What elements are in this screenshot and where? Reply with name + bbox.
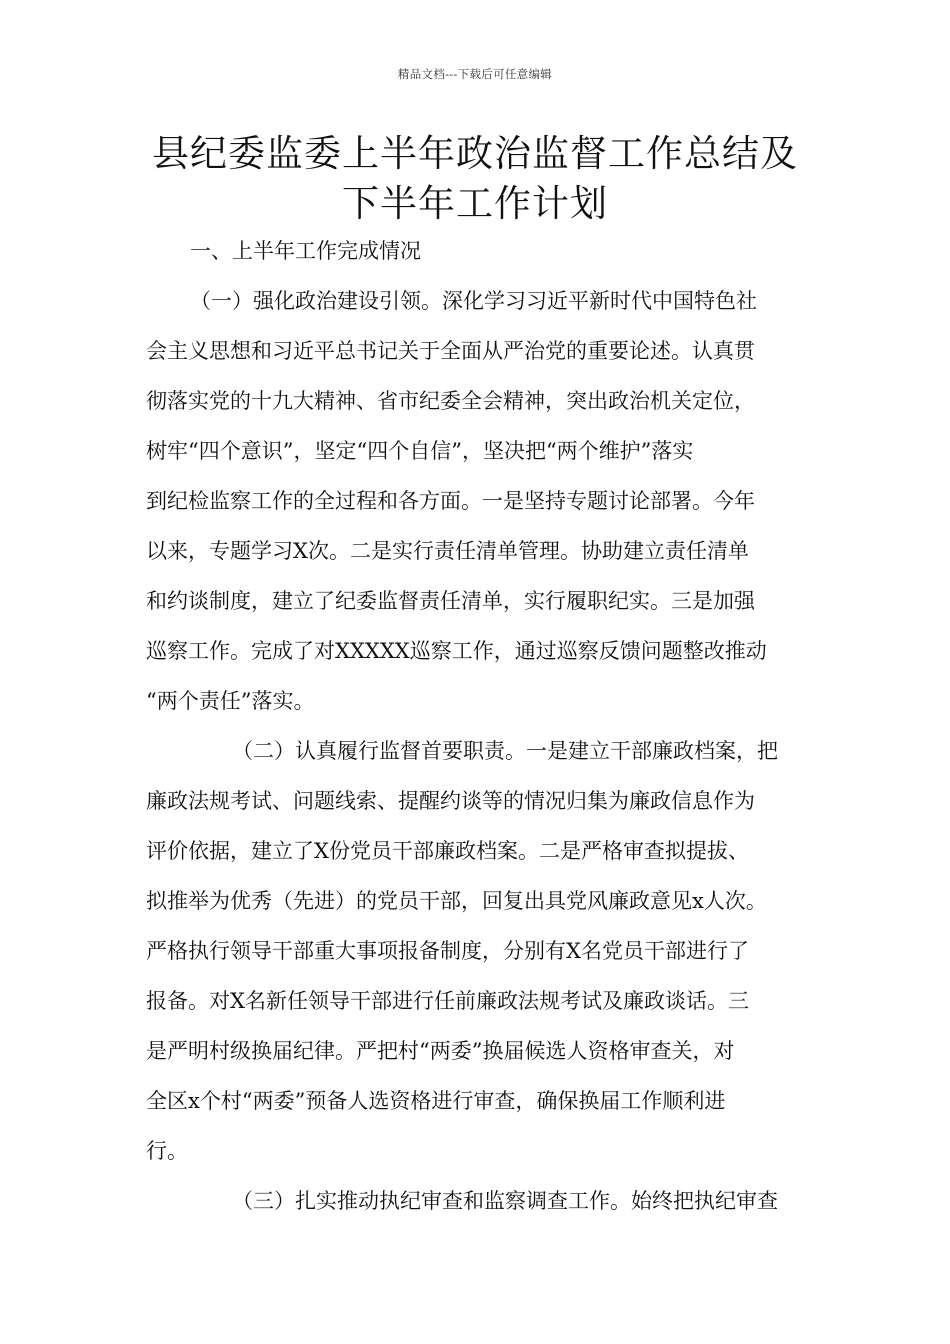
paragraph-line: 巡察工作。完成了对XXXXX巡察工作，通过巡察反馈问题整改推动 (146, 639, 767, 663)
paragraph-line: 彻落实党的十九大精神、省市纪委全会精神，突出政治机关定位， (146, 389, 755, 413)
document-title-line-1: 县纪委监委上半年政治监督工作总结及 (152, 132, 798, 175)
paragraph-line: 是严明村级换届纪律。严把村“两委”换届候选人资格审查关，对 (146, 1039, 735, 1063)
paragraph-line: 评价依据，建立了X份党员干部廉政档案。二是严格审查拟提拔、 (146, 839, 749, 863)
paragraph-line: 行。 (146, 1139, 188, 1163)
paragraph-line: 和约谈制度，建立了纪委监督责任清单，实行履职纪实。三是加强 (146, 589, 755, 613)
header-note: 精品文档---下载后可任意编辑 (397, 67, 553, 81)
paragraph-line: 廉政法规考试、问题线索、提醒约谈等的情况归集为廉政信息作为 (146, 789, 755, 813)
paragraph-line: 报备。对X名新任领导干部进行任前廉政法规考试及廉政谈话。三 (146, 989, 749, 1013)
paragraph-line: （二）认真履行监督首要职责。一是建立干部廉政档案，把 (232, 739, 778, 763)
paragraph-line: 会主义思想和习近平总书记关于全面从严治党的重要论述。认真贯 (146, 339, 755, 363)
paragraph-line: 严格执行领导干部重大事项报备制度，分别有X名党员干部进行了 (146, 939, 749, 963)
section-heading: 一、上半年工作完成情况 (190, 239, 421, 263)
paragraph-line: 以来，专题学习X次。二是实行责任清单管理。协助建立责任清单 (146, 539, 749, 563)
paragraph-line: 拟推举为优秀（先进）的党员干部，回复出具党风廉政意见x人次。 (146, 889, 767, 913)
document-title-line-2: 下半年工作计划 (342, 182, 608, 225)
paragraph-line: 树牢“四个意识”，坚定“四个自信”，坚决把“两个维护”落实 (146, 439, 694, 463)
paragraph-line: （一）强化政治建设引领。深化学习习近平新时代中国特色社 (190, 289, 757, 313)
paragraph-line: 全区x个村“两委”预备人选资格进行审查，确保换届工作顺利进 (146, 1089, 726, 1113)
paragraph-line: “两个责任”落实。 (146, 689, 315, 713)
paragraph-line: （三）扎实推动执纪审查和监察调查工作。始终把执纪审查 (232, 1189, 778, 1213)
paragraph-line: 到纪检监察工作的全过程和各方面。一是坚持专题讨论部署。今年 (146, 489, 755, 513)
